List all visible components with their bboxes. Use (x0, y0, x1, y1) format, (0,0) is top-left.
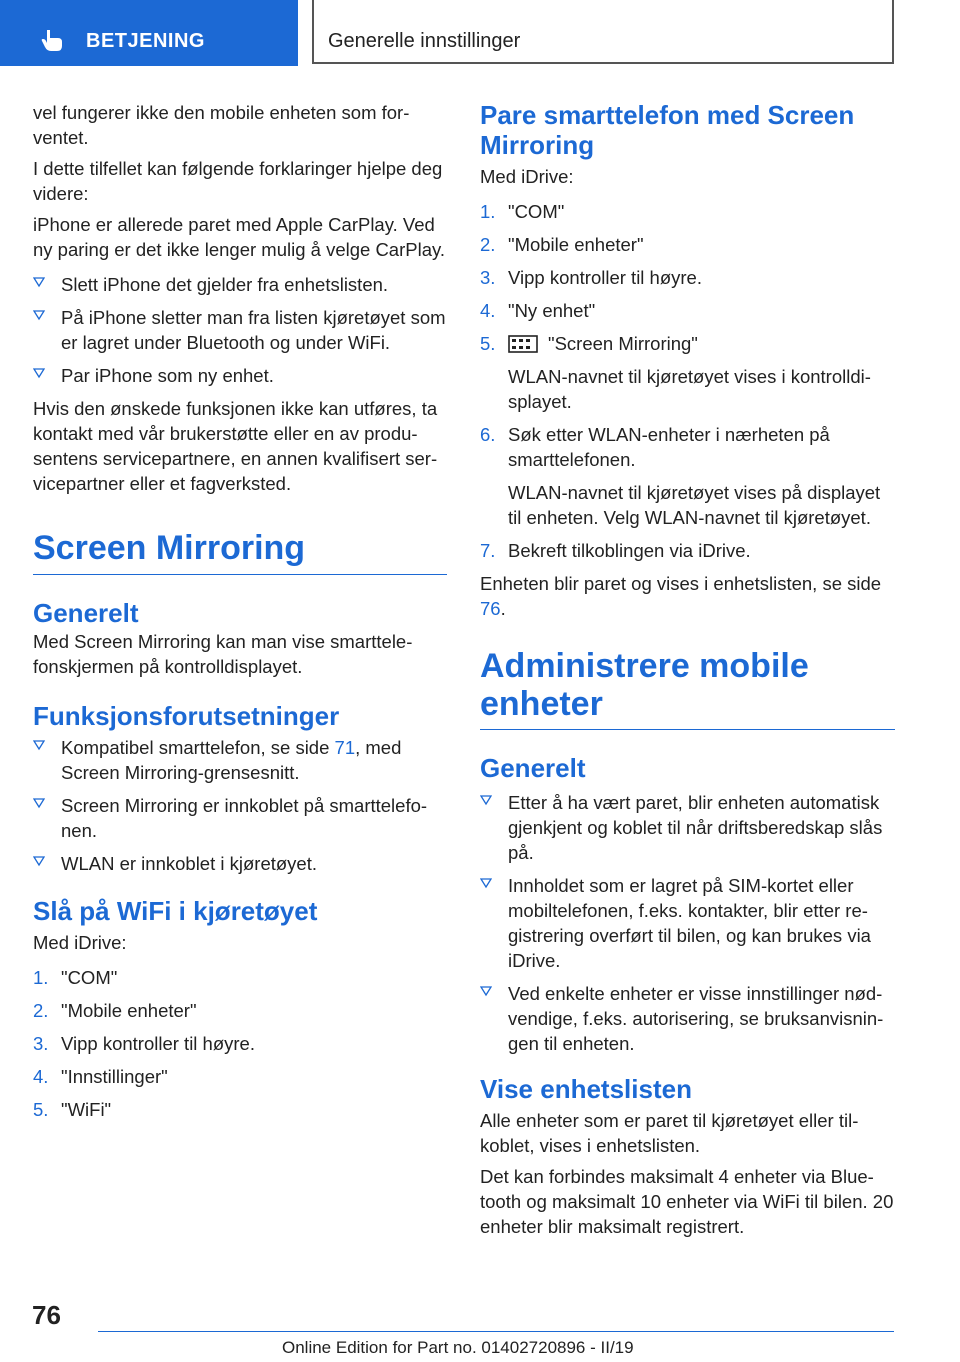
list-item: Screen Mirroring er innkoblet på smarttelefonen. (33, 793, 447, 843)
list-item: 4. "Ny enhet" (480, 300, 596, 321)
step-note: WLAN-navnet til kjøretøyet vises på displayet til enheten. Velg WLAN-navnet til kjøretøyet. (508, 482, 881, 528)
list-item: På iPhone sletter man fra listen kjøretøyet som er lagret under Bluetooth og under WiFi. (33, 305, 447, 355)
list-item: 4. "Innstillinger" (33, 1066, 168, 1087)
list-item: 5. "WiFi" (33, 1099, 112, 1120)
heading-funksjonsforutsetninger: Funksjonsforutsetninger (33, 701, 340, 731)
triangle-bullet-icon (33, 797, 45, 809)
page-link[interactable]: 76 (480, 598, 501, 619)
list-item: 1. "COM" (480, 201, 565, 222)
list-item: Innholdet som er lagret på SIM-kortet eller mobiltelefonen, f.eks. kontakter, blir etter registrering overført til bilen, og kan brukes via iDrive. (480, 873, 895, 973)
heading-generelt: Generelt (480, 753, 586, 783)
triangle-bullet-icon (33, 367, 45, 379)
triangle-bullet-icon (480, 985, 492, 997)
triangle-bullet-icon (33, 309, 45, 321)
triangle-bullet-icon (480, 794, 492, 806)
list-item: WLAN er innkoblet i kjøretøyet. (33, 851, 447, 876)
chapter-header (312, 0, 894, 64)
triangle-bullet-icon (33, 855, 45, 867)
list-item: Ved enkelte enheter er visse innstillinger nødvendige, f.eks. autorisering, se bruksanvisningen til enheten. (480, 981, 895, 1056)
list-item: 3. Vipp kontroller til høyre. (480, 267, 702, 288)
list-item: 2. "Mobile enheter" (480, 234, 644, 255)
step-note: WLAN-navnet til kjøretøyet vises i kontrolldisplayet. (508, 366, 871, 412)
triangle-bullet-icon (480, 877, 492, 889)
list-item: Kompatibel smarttelefon, se side 71, med Screen Mirroring-grensesnitt. (33, 735, 447, 785)
right-column (480, 100, 895, 1245)
list-item: Etter å ha vært paret, blir enheten automatisk gjenkjent og koblet til når driftsberedskap slås på. (480, 790, 895, 865)
screen-mirroring-icon (508, 335, 538, 353)
heading-block (33, 528, 447, 575)
paragraph: iPhone er allerede paret med Apple CarPlay. Ved ny paring er det ikke lenger mulig å velge CarPlay. (33, 214, 446, 260)
section-tab-label: BETJENING (86, 30, 205, 52)
pointing-hand-icon (40, 28, 66, 52)
list-item: 7. Bekreft tilkoblingen via iDrive. (480, 540, 751, 561)
paragraph: vel fungerer ikke den mobile enheten som forventet. (33, 102, 410, 148)
paragraph: Enheten blir paret og vises i enhetslisten, se side 76. (480, 573, 882, 619)
left-column (33, 100, 447, 1130)
footer-divider (98, 1331, 894, 1332)
heading-administrere: Administrere mobile enheter (480, 647, 809, 723)
triangle-bullet-icon (33, 739, 45, 751)
triangle-bullet-icon (33, 276, 45, 288)
page-link[interactable]: 71 (334, 737, 356, 758)
page-number: 76 (32, 1300, 61, 1330)
paragraph: Med Screen Mirroring kan man vise smarttelefonskjermen på kontrolldisplayet. (33, 631, 413, 677)
paragraph: Alle enheter som er paret til kjøretøyet eller tilkoblet, vises i enhetslisten. (480, 1110, 859, 1156)
list-item: Par iPhone som ny enhet. (33, 363, 447, 388)
list-item: 2. "Mobile enheter" (33, 1000, 197, 1021)
heading-block (480, 647, 895, 730)
heading-wifi: Slå på WiFi i kjøretøyet (33, 896, 318, 926)
paragraph: I dette tilfellet kan følgende forklaringer hjelpe deg videre: (33, 158, 443, 204)
heading-pare-smarttelefon: Pare smarttelefon med Screen Mirroring (480, 100, 855, 160)
heading-screen-mirroring: Screen Mirroring (33, 529, 306, 567)
list-item: 5. "Screen Mirroring" (480, 333, 698, 354)
paragraph: Det kan forbindes maksimalt 4 enheter via Bluetooth og maksimalt 10 enheter via WiFi til bilen. 20 enheter blir maksimalt registrert. (480, 1166, 894, 1237)
list-item: 6. Søk etter WLAN-enheter i nærheten på smarttelefonen. (480, 424, 830, 470)
paragraph: Med iDrive: (480, 166, 574, 187)
heading-vise-enhetslisten: Vise enhetslisten (480, 1074, 692, 1104)
paragraph: Med iDrive: (33, 932, 127, 953)
chapter-title: Generelle innstillinger (328, 30, 521, 52)
list-item: Slett iPhone det gjelder fra enhetslisten. (33, 272, 447, 297)
heading-generelt: Generelt (33, 598, 139, 628)
list-item: 1. "COM" (33, 967, 118, 988)
section-tab (0, 0, 298, 66)
edition-text: Online Edition for Part no. 01402720896 - II/19 (282, 1338, 634, 1357)
paragraph: Hvis den ønskede funksjonen ikke kan utføres, ta kontakt med vår brukerstøtte eller en av produsentens servicepartnere, en annen kvalifisert servicepartner eller et fagverksted. (33, 398, 438, 494)
list-item: 3. Vipp kontroller til høyre. (33, 1033, 255, 1054)
